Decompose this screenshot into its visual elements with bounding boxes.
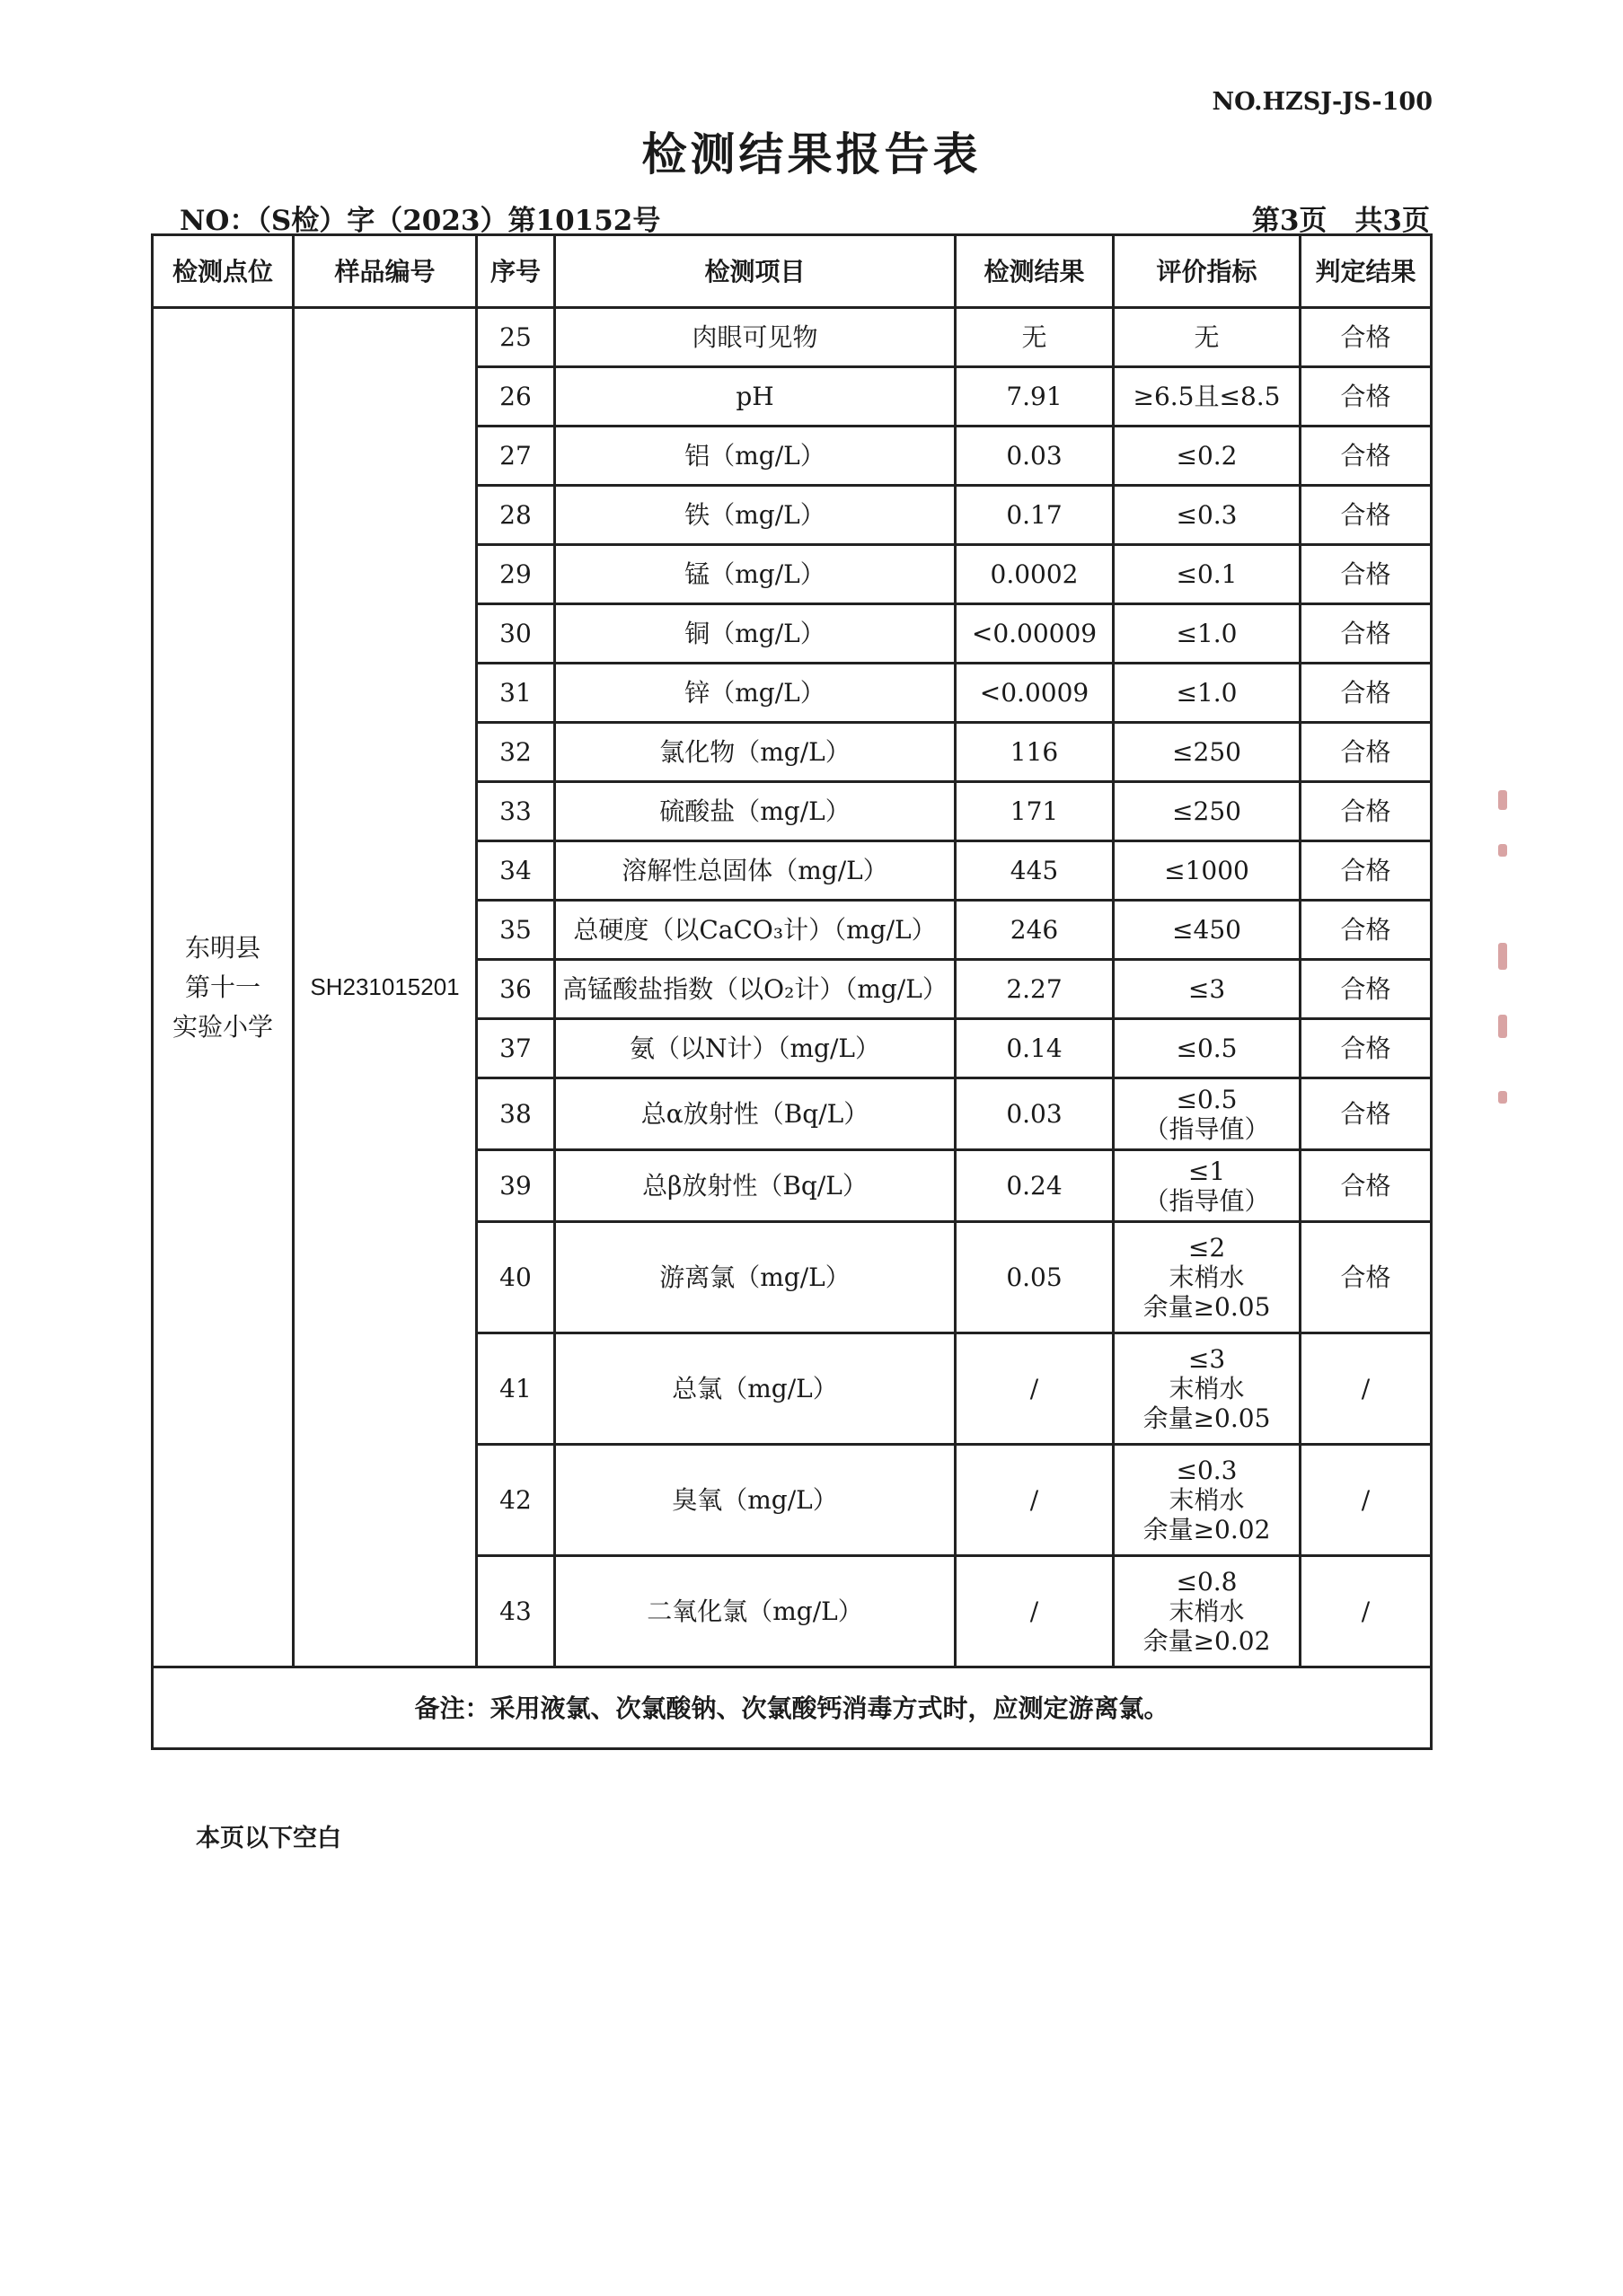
standard-cell: ≤0.8 末梢水 余量≥0.02 xyxy=(1114,1556,1301,1667)
col-header-standard: 评价指标 xyxy=(1114,235,1301,308)
verdict-cell: 合格 xyxy=(1301,841,1432,901)
verdict-cell: 合格 xyxy=(1301,723,1432,782)
test-item-cell: 游离氯（mg/L） xyxy=(555,1222,956,1333)
row-number-cell: 35 xyxy=(477,901,555,960)
test-item-cell: 硫酸盐（mg/L） xyxy=(555,782,956,841)
table-row xyxy=(153,308,1432,367)
standard-cell: ≤0.5 （指导值） xyxy=(1114,1078,1301,1150)
test-item-cell: 铁（mg/L） xyxy=(555,486,956,545)
verdict-cell: / xyxy=(1301,1445,1432,1556)
test-result-cell: 171 xyxy=(956,782,1114,841)
verdict-cell: 合格 xyxy=(1301,486,1432,545)
location-cell: 东明县 第十一 实验小学 xyxy=(153,308,294,1667)
verdict-cell: 合格 xyxy=(1301,664,1432,723)
test-item-cell: 氯化物（mg/L） xyxy=(555,723,956,782)
row-number-cell: 43 xyxy=(477,1556,555,1667)
note: 备注：采用液氯、次氯酸钠、次氯酸钙消毒方式时，应测定游离氯。 xyxy=(153,1667,1432,1749)
col-header-result: 检测结果 xyxy=(956,235,1114,308)
standard-cell: ≤0.1 xyxy=(1114,545,1301,604)
test-result-cell: 445 xyxy=(956,841,1114,901)
row-number-cell: 40 xyxy=(477,1222,555,1333)
document-number: NO.HZSJ-JS-100 xyxy=(1212,88,1433,116)
verdict-cell: 合格 xyxy=(1301,367,1432,427)
row-number-cell: 33 xyxy=(477,782,555,841)
standard-cell: ≤450 xyxy=(1114,901,1301,960)
verdict-cell: 合格 xyxy=(1301,427,1432,486)
standard-cell: ≤2 末梢水 余量≥0.05 xyxy=(1114,1222,1301,1333)
verdict-cell: 合格 xyxy=(1301,1222,1432,1333)
row-number-cell: 25 xyxy=(477,308,555,367)
standard-cell: ≤0.5 xyxy=(1114,1019,1301,1078)
test-result-cell: <0.0009 xyxy=(956,664,1114,723)
col-header-location: 检测点位 xyxy=(153,235,294,308)
col-header-sample-id: 样品编号 xyxy=(294,235,477,308)
page-title: 检测结果报告表 xyxy=(641,128,982,180)
test-item-cell: 肉眼可见物 xyxy=(555,308,956,367)
test-item-cell: 氨（以N计）（mg/L） xyxy=(555,1019,956,1078)
verdict-cell: / xyxy=(1301,1333,1432,1445)
verdict-cell: 合格 xyxy=(1301,545,1432,604)
test-result-cell: / xyxy=(956,1556,1114,1667)
row-number-cell: 32 xyxy=(477,723,555,782)
row-number-cell: 30 xyxy=(477,604,555,664)
standard-cell: ≤0.2 xyxy=(1114,427,1301,486)
test-result-cell: / xyxy=(956,1333,1114,1445)
blank-below-notice: 本页以下空白 xyxy=(196,1825,341,1852)
standard-cell: ≤1.0 xyxy=(1114,664,1301,723)
row-number-cell: 39 xyxy=(477,1150,555,1222)
row-number-cell: 29 xyxy=(477,545,555,604)
col-header-number: 序号 xyxy=(477,235,555,308)
standard-cell: ≤1 （指导值） xyxy=(1114,1150,1301,1222)
test-result-cell: <0.00009 xyxy=(956,604,1114,664)
standard-cell: ≥6.5且≤8.5 xyxy=(1114,367,1301,427)
test-item-cell: 臭氧（mg/L） xyxy=(555,1445,956,1556)
standard-cell: ≤0.3 xyxy=(1114,486,1301,545)
table-header-row xyxy=(153,235,1432,308)
row-number-cell: 36 xyxy=(477,960,555,1019)
test-result-cell: 0.03 xyxy=(956,427,1114,486)
test-result-cell: 0.05 xyxy=(956,1222,1114,1333)
verdict-cell: 合格 xyxy=(1301,1150,1432,1222)
verdict-cell: 合格 xyxy=(1301,604,1432,664)
test-item-cell: 高锰酸盐指数（以O₂计）（mg/L） xyxy=(555,960,956,1019)
standard-cell: ≤0.3 末梢水 余量≥0.02 xyxy=(1114,1445,1301,1556)
test-result-cell: 7.91 xyxy=(956,367,1114,427)
verdict-cell: 合格 xyxy=(1301,960,1432,1019)
test-result-cell: 0.17 xyxy=(956,486,1114,545)
test-item-cell: 总β放射性（Bq/L） xyxy=(555,1150,956,1222)
test-result-cell: 0.03 xyxy=(956,1078,1114,1150)
test-result-cell: 116 xyxy=(956,723,1114,782)
row-number-cell: 42 xyxy=(477,1445,555,1556)
row-number-cell: 34 xyxy=(477,841,555,901)
row-number-cell: 38 xyxy=(477,1078,555,1150)
test-result-cell: 246 xyxy=(956,901,1114,960)
standard-cell: ≤3 末梢水 余量≥0.05 xyxy=(1114,1333,1301,1445)
note-row xyxy=(153,1667,1432,1749)
row-number-cell: 27 xyxy=(477,427,555,486)
test-result-cell: 无 xyxy=(956,308,1114,367)
test-result-cell: 0.24 xyxy=(956,1150,1114,1222)
col-header-item: 检测项目 xyxy=(555,235,956,308)
row-number-cell: 28 xyxy=(477,486,555,545)
verdict-cell: 合格 xyxy=(1301,901,1432,960)
test-item-cell: 总硬度（以CaCO₃计）（mg/L） xyxy=(555,901,956,960)
test-result-cell: / xyxy=(956,1445,1114,1556)
row-number-cell: 41 xyxy=(477,1333,555,1445)
test-item-cell: 二氧化氯（mg/L） xyxy=(555,1556,956,1667)
test-item-cell: pH xyxy=(555,367,956,427)
test-item-cell: 总氯（mg/L） xyxy=(555,1333,956,1445)
results-table xyxy=(151,233,1433,1750)
standard-cell: ≤250 xyxy=(1114,723,1301,782)
verdict-cell: 合格 xyxy=(1301,308,1432,367)
row-number-cell: 26 xyxy=(477,367,555,427)
test-result-cell: 0.14 xyxy=(956,1019,1114,1078)
sample-id-cell: SH231015201 xyxy=(294,308,477,1667)
report-number: NO：（S检）字（2023）第10152号 xyxy=(180,205,661,237)
page-info: 第3页 共3页 xyxy=(1251,205,1430,237)
standard-cell: ≤250 xyxy=(1114,782,1301,841)
red-stamp-fragment xyxy=(1498,790,1511,1113)
test-item-cell: 铝（mg/L） xyxy=(555,427,956,486)
test-item-cell: 总α放射性（Bq/L） xyxy=(555,1078,956,1150)
row-number-cell: 31 xyxy=(477,664,555,723)
test-item-cell: 溶解性总固体（mg/L） xyxy=(555,841,956,901)
verdict-cell: / xyxy=(1301,1556,1432,1667)
col-header-verdict: 判定结果 xyxy=(1301,235,1432,308)
test-item-cell: 铜（mg/L） xyxy=(555,604,956,664)
standard-cell: ≤1000 xyxy=(1114,841,1301,901)
standard-cell: 无 xyxy=(1114,308,1301,367)
results-body xyxy=(153,308,1432,1667)
standard-cell: ≤1.0 xyxy=(1114,604,1301,664)
standard-cell: ≤3 xyxy=(1114,960,1301,1019)
test-result-cell: 2.27 xyxy=(956,960,1114,1019)
test-item-cell: 锌（mg/L） xyxy=(555,664,956,723)
verdict-cell: 合格 xyxy=(1301,782,1432,841)
row-number-cell: 37 xyxy=(477,1019,555,1078)
verdict-cell: 合格 xyxy=(1301,1019,1432,1078)
test-item-cell: 锰（mg/L） xyxy=(555,545,956,604)
verdict-cell: 合格 xyxy=(1301,1078,1432,1150)
test-result-cell: 0.0002 xyxy=(956,545,1114,604)
